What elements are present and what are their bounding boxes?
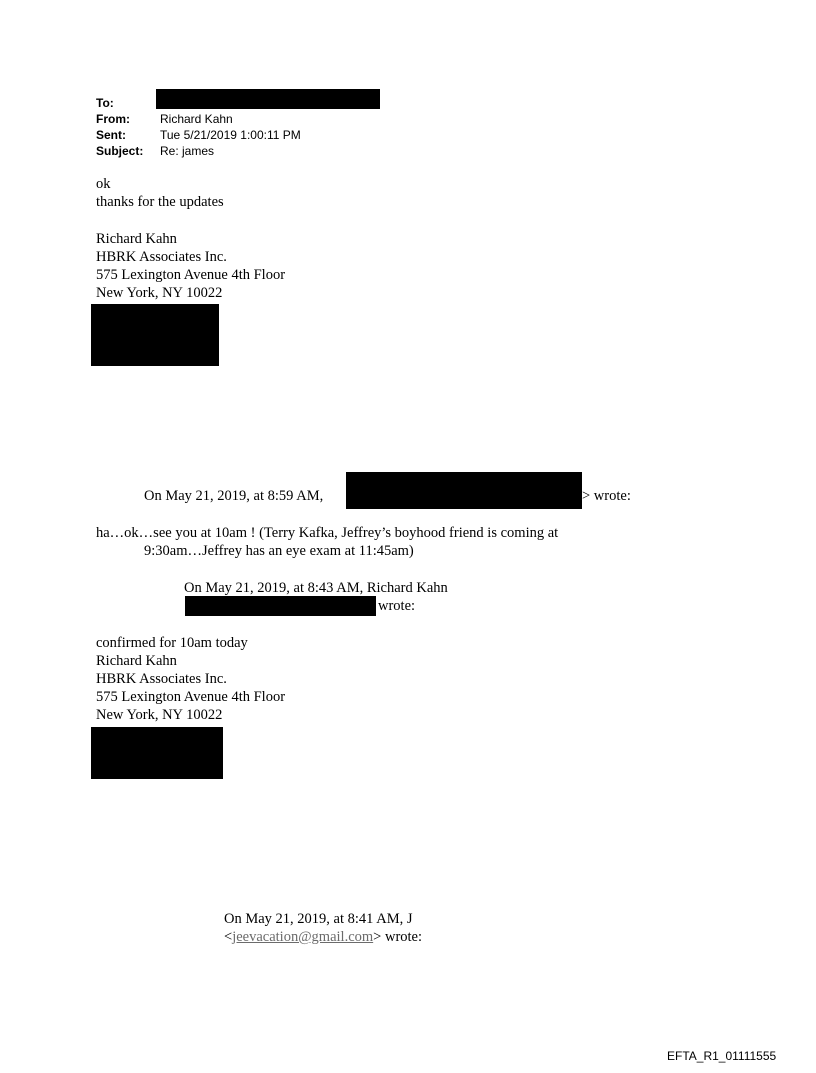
quote-line: ha…ok…see you at 10am ! (Terry Kafka, Jeffrey’s boyhood friend is coming at (96, 525, 559, 541)
signature-company: HBRK Associates Inc. (96, 249, 227, 265)
to-label: To: (96, 96, 114, 110)
signature-address: 575 Lexington Avenue 4th Floor (96, 689, 286, 705)
quote-attribution-suffix: > wrote: (373, 929, 423, 945)
redaction-to (156, 89, 380, 109)
subject-label: Subject: (96, 144, 144, 158)
quote-attribution: On May 21, 2019, at 8:41 AM, J (224, 911, 413, 927)
quote-attribution: On May 21, 2019, at 8:59 AM, (144, 488, 324, 504)
from-value: Richard Kahn (160, 112, 233, 126)
signature-address: 575 Lexington Avenue 4th Floor (96, 267, 286, 283)
reply-line: thanks for the updates (96, 194, 224, 210)
signature-city: New York, NY 10022 (96, 707, 223, 723)
lt-symbol: < (224, 929, 233, 945)
reply-line: ok (96, 176, 111, 192)
email-link[interactable]: jeevacation@gmail.com (232, 929, 374, 945)
quote-line: confirmed for 10am today (96, 635, 248, 651)
quote-attribution-suffix: > wrote: (582, 488, 631, 504)
quote-line: 9:30am…Jeffrey has an eye exam at 11:45am) (144, 543, 414, 559)
from-label: From: (96, 112, 130, 126)
quote-attribution-suffix: wrote: (378, 598, 416, 614)
sent-label: Sent: (96, 128, 126, 142)
signature-name: Richard Kahn (96, 231, 177, 247)
sent-value: Tue 5/21/2019 1:00:11 PM (160, 128, 301, 142)
redaction-signature-2 (91, 727, 223, 779)
redaction-signature-1 (91, 304, 219, 366)
quote-email-line (224, 928, 422, 947)
document-id: EFTA_R1_01111555 (667, 1049, 777, 1063)
signature-name: Richard Kahn (96, 653, 177, 669)
signature-company: HBRK Associates Inc. (96, 671, 227, 687)
redaction-email (185, 596, 376, 616)
subject-value: Re: james (160, 144, 215, 158)
redaction-sender (346, 472, 582, 509)
signature-city: New York, NY 10022 (96, 285, 223, 301)
quote-attribution: On May 21, 2019, at 8:43 AM, Richard Kahn (184, 580, 448, 596)
